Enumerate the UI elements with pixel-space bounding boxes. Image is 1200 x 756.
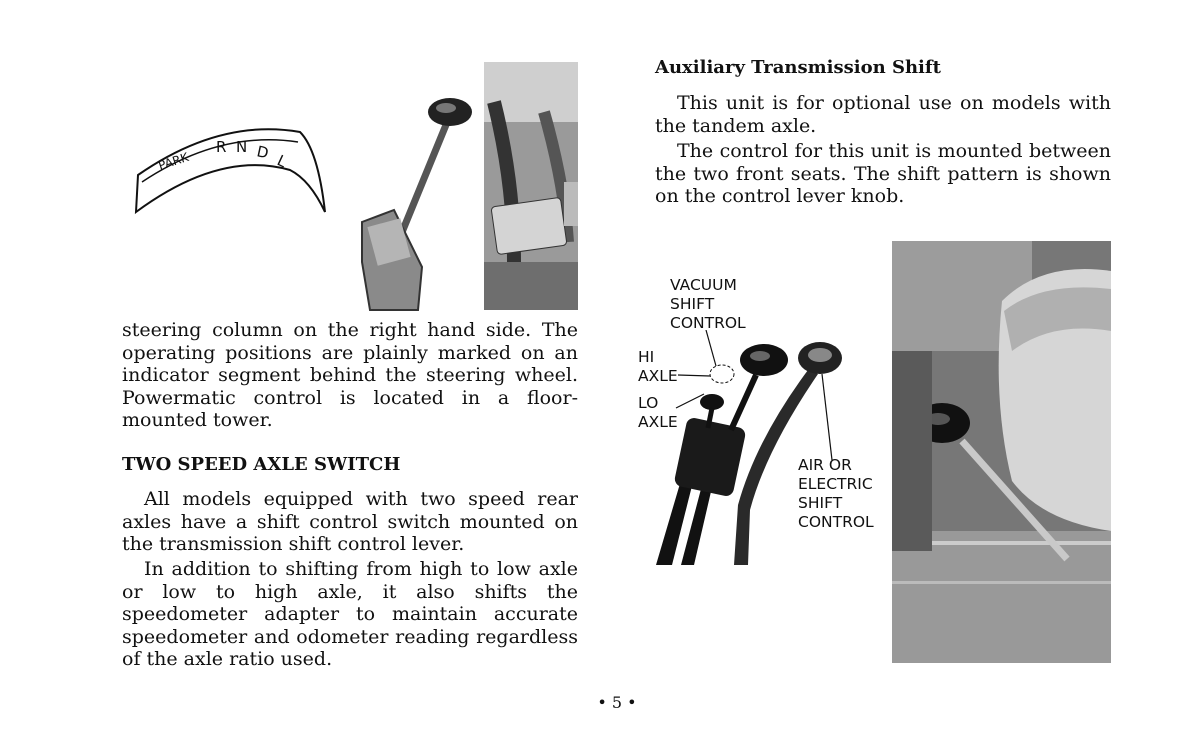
gear-indicator-segment <box>130 120 330 220</box>
air-electric-shift-label: AIR OR ELECTRIC SHIFT CONTROL <box>798 456 874 531</box>
aux-paragraph-1: This unit is for optional use on models with the tandem axle. <box>655 92 1111 137</box>
axle-switch-paragraph-2: In addition to shifting from high to low axle or low to high axle, it also shifts the speedometer adapter to maintain accurate speedometer and odometer reading regardless of the axle ratio used. <box>122 558 578 670</box>
hi-axle-label: HI AXLE <box>638 348 678 385</box>
indicator-d: D <box>255 142 271 163</box>
indicator-r: R <box>216 138 227 156</box>
indicator-l: L <box>274 151 290 172</box>
pedal-photo <box>484 62 578 310</box>
indicator-n: N <box>236 138 248 156</box>
axle-switch-paragraph-1: All models equipped with two speed rear axles have a shift control switch mounted on the transmission shift control lever. <box>122 488 578 555</box>
steering-column-paragraph: steering column on the right hand side. The operating positions are plainly marked on an indicator segment behind the steering wheel. Powermatic control is located in a floor-mounted tower. <box>122 319 578 431</box>
lo-axle-label: LO AXLE <box>638 394 678 431</box>
indicator-park-label: PARK <box>156 149 191 173</box>
powermatic-tower-photo <box>360 92 480 312</box>
aux-transmission-heading: Auxiliary Transmission Shift <box>655 57 941 78</box>
two-speed-axle-heading: TWO SPEED AXLE SWITCH <box>122 454 401 475</box>
page-number: • 5 • <box>597 693 637 712</box>
aux-paragraph-2: The control for this unit is mounted between the two front seats. The shift pattern is shown on the control lever knob. <box>655 140 1111 207</box>
between-seats-photo <box>892 241 1111 663</box>
vacuum-shift-control-label: VACUUM SHIFT CONTROL <box>670 276 746 332</box>
